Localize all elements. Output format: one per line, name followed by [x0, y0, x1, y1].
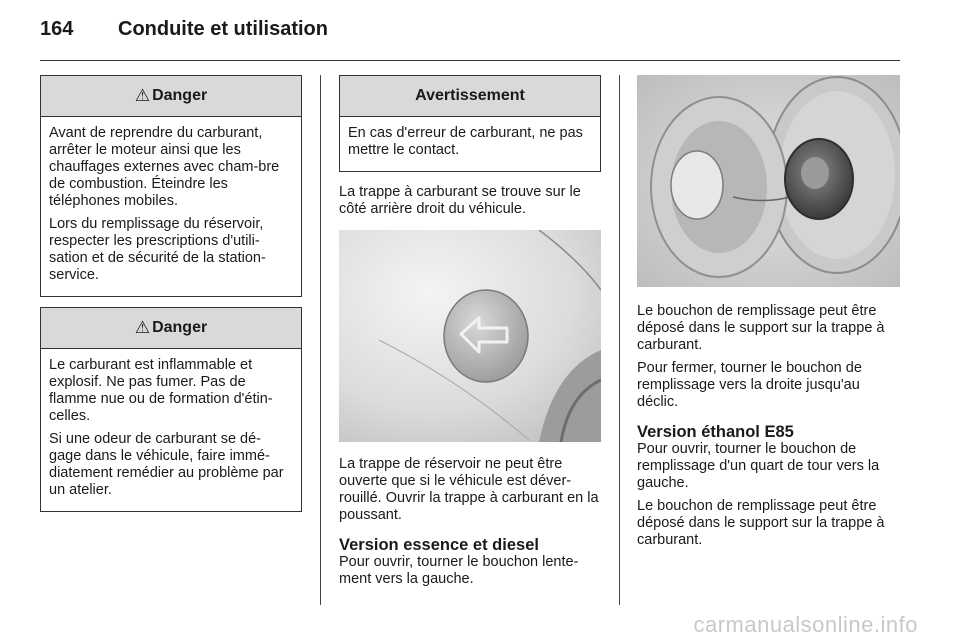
watermark: carmanualsonline.info	[693, 612, 918, 637]
column-1	[40, 75, 302, 522]
danger-text: Si une odeur de carburant se dé-gage dans le véhicule, faire immé-diatement remédier au problème par un atelier.	[49, 431, 284, 498]
body-text: Pour fermer, tourner le bouchon de remplissage vers la droite jusqu'au déclic.	[637, 360, 862, 410]
section-heading: Version éthanol E85	[637, 423, 794, 441]
page-title: Conduite et utilisation	[118, 18, 328, 40]
column-3	[637, 75, 900, 555]
page-header	[40, 18, 328, 48]
body-text: La trappe à carburant se trouve sur le côté arrière droit du véhicule.	[339, 184, 581, 217]
danger-box-2	[40, 307, 302, 512]
warning-triangle-icon: ⚠	[134, 318, 151, 337]
body-text: La trappe de réservoir ne peut être ouverte que si le véhicule est déver-rouillé. Ouvrir la trappe à carburant en la poussant.	[339, 456, 599, 523]
fuel-flap-photo	[339, 230, 601, 442]
warning-box	[339, 75, 601, 172]
page-number: 164	[40, 18, 74, 40]
column-divider-1	[320, 75, 321, 605]
warning-triangle-icon: ⚠	[134, 86, 151, 105]
section-heading: Version essence et diesel	[339, 536, 539, 554]
column-2	[339, 75, 601, 594]
body-text: Le bouchon de remplissage peut être déposé dans le support sur la trappe à carburant.	[637, 303, 885, 353]
body-text: Pour ouvrir, tourner le bouchon de remplissage d'un quart de tour vers la gauche.	[637, 441, 880, 491]
danger-label: Danger	[152, 87, 208, 104]
danger-label: Danger	[152, 319, 208, 336]
header-rule	[40, 60, 900, 61]
filler-cap-photo	[637, 75, 900, 287]
danger-text: Le carburant est inflammable et explosif. Ne pas fumer. Pas de flamme nue ou de formation d'étin-celles.	[49, 357, 273, 424]
danger-box-1	[40, 75, 302, 297]
body-text: Le bouchon de remplissage peut être déposé dans le support sur la trappe à carburant.	[637, 498, 885, 548]
danger-text: Lors du remplissage du réservoir, respecter les prescriptions d'utili-sation et de sécurité de la station-service.	[49, 216, 266, 283]
warning-label: Avertissement	[415, 87, 525, 104]
column-divider-2	[619, 75, 620, 605]
body-text: Pour ouvrir, tourner le bouchon lente-ment vers la gauche.	[339, 554, 579, 587]
warning-text: En cas d'erreur de carburant, ne pas mettre le contact.	[348, 125, 583, 158]
danger-text: Avant de reprendre du carburant, arrêter le moteur ainsi que les chauffages externes avec cham-bre de combustion. Éteindre les téléphones mobiles.	[49, 125, 280, 209]
